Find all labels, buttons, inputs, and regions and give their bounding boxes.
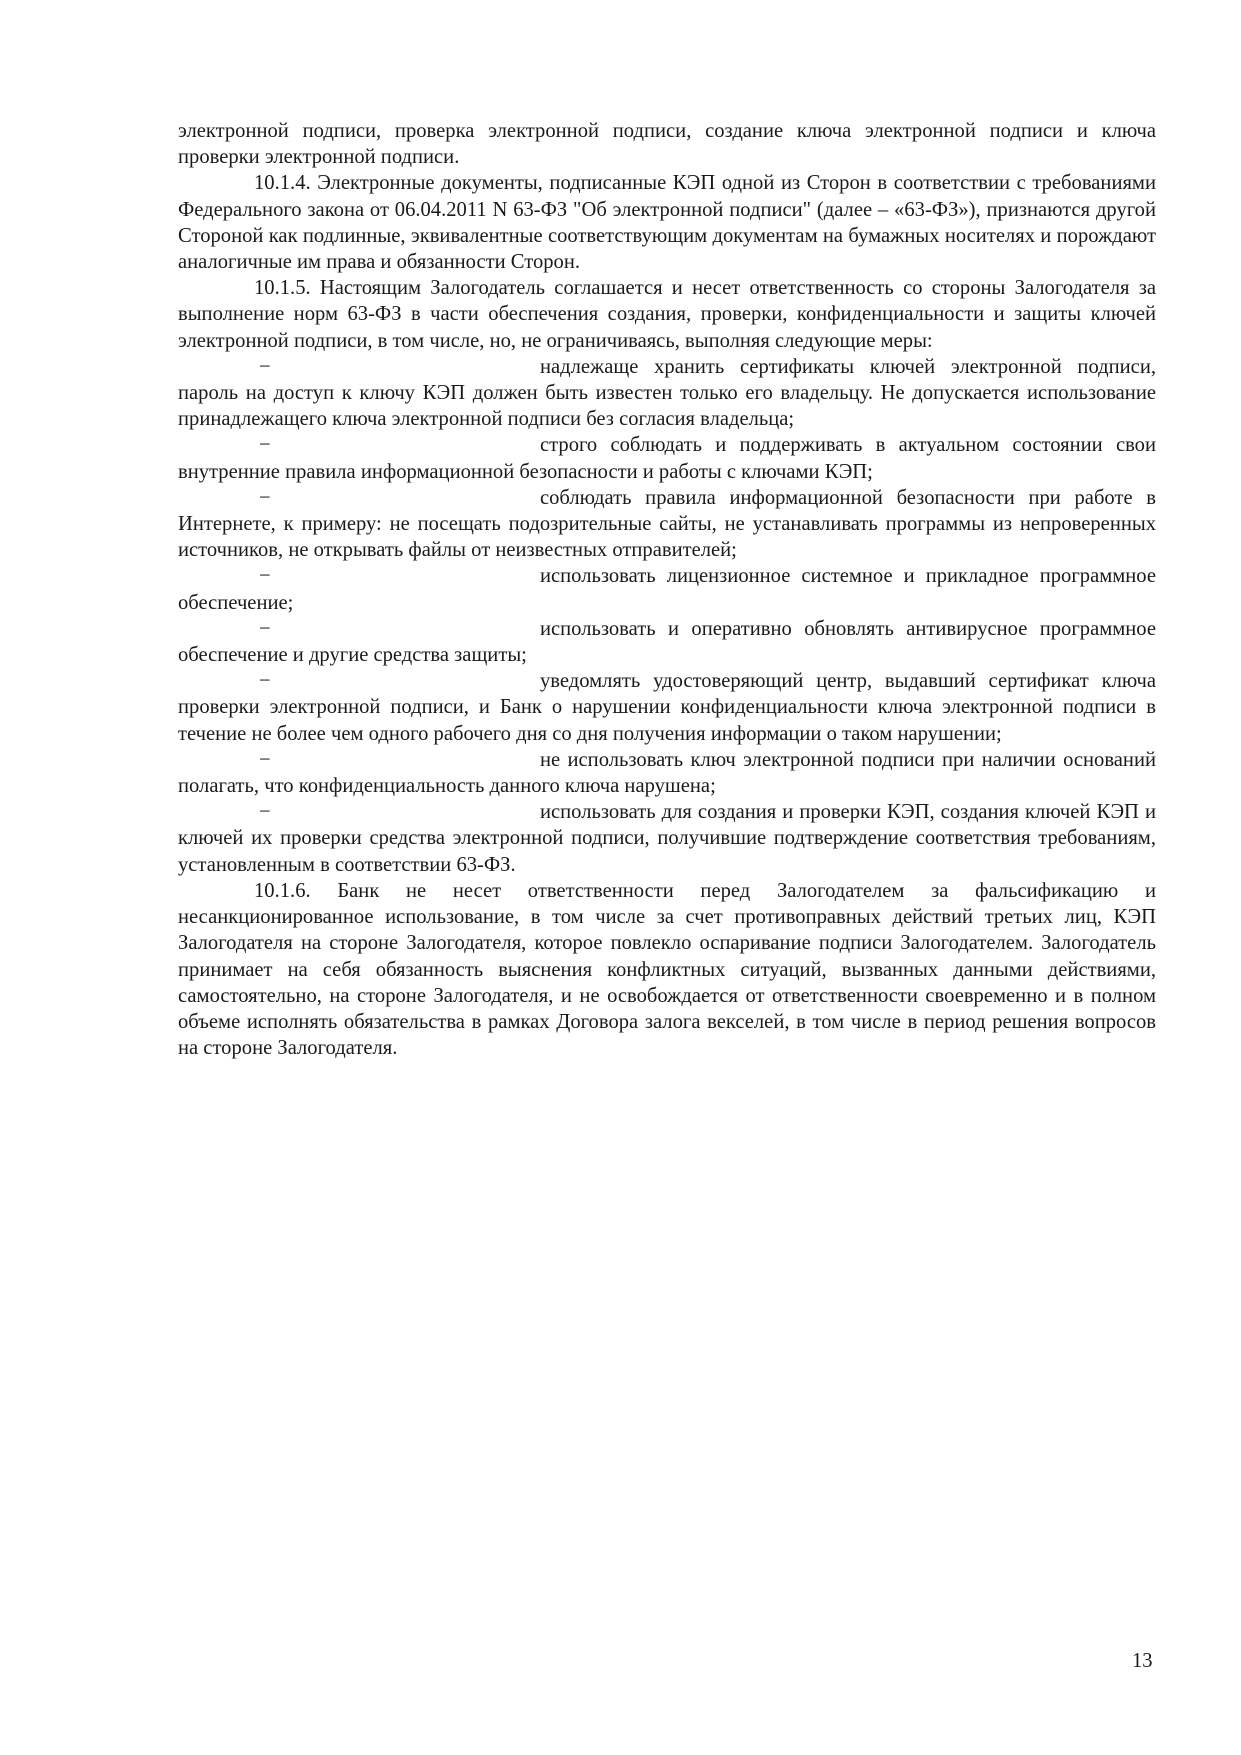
- page-number: 13: [1132, 1650, 1153, 1672]
- bullet-dash: −: [259, 565, 271, 588]
- list-item: [178, 668, 1156, 747]
- paragraph-10-1-5: 10.1.5. Настоящим Залогодатель соглашается и несет ответственность со стороны Залогодателя за выполнение норм 63-ФЗ в части обеспечения создания, проверки, конфиденциальности и защиты ключей электронной подписи, в том числе, но, не ограничиваясь, выполняя следующие меры:: [178, 277, 1156, 352]
- list-item: [178, 432, 1156, 484]
- document-body: [178, 118, 1156, 1061]
- bullet-dash: −: [259, 801, 271, 824]
- list-item-text: строго соблюдать и поддерживать в актуальном состоянии свои внутренние правила информационной безопасности и работы с ключами КЭП;: [178, 434, 1156, 483]
- list-item-text: уведомлять удостоверяющий центр, выдавший сертификат ключа проверки электронной подписи, и Банк о нарушении конфиденциальности ключа электронной подписи в течение не более чем одного рабочего дня со дня получения информации о таком нарушении;: [178, 670, 1156, 745]
- paragraph-10-1-6: 10.1.6. Банк не несет ответственности перед Залогодателем за фальсификацию и несанкционированное использование, в том числе за счет противоправных действий третьих лиц, КЭП Залогодателя на стороне Залогодателя, которое повлекло оспаривание подписи Залогодателем. Залогодатель принимает на себя обязанность выяснения конфликтных ситуаций, вызванных данными действиями, самостоятельно, на стороне Залогодателя, и не освобождается от ответственности своевременно и в полном объеме исполнять обязательства в рамках Договора залога векселей, в том числе в период решения вопросов на стороне Залогодателя.: [178, 879, 1156, 1060]
- list-item: [178, 799, 1156, 878]
- bullet-dash: −: [259, 617, 271, 640]
- bullet-dash: −: [259, 486, 271, 509]
- bullet-dash: −: [259, 434, 271, 457]
- list-item: [178, 747, 1156, 799]
- list-item-text: использовать для создания и проверки КЭП, создания ключей КЭП и ключей их проверки средства электронной подписи, получившие подтверждение соответствия требованиям, установленным в соответствии 63-ФЗ.: [178, 801, 1156, 876]
- paragraph-10-1-4: 10.1.4. Электронные документы, подписанные КЭП одной из Сторон в соответствии с требованиями Федерального закона от 06.04.2011 N 63-ФЗ "Об электронной подписи" (далее – «63-ФЗ»), признаются другой Стороной как подлинные, эквивалентные соответствующим документам на бумажных носителях и порождают аналогичные им права и обязанности Сторон.: [178, 172, 1156, 274]
- paragraph-continuation: электронной подписи, проверка электронной подписи, создание ключа электронной подписи и ключа проверки электронной подписи.: [178, 120, 1156, 169]
- list-item-text: использовать лицензионное системное и прикладное программное обеспечение;: [178, 565, 1156, 614]
- list-item: [178, 563, 1156, 615]
- bullet-dash: −: [259, 355, 271, 378]
- list-item: [178, 616, 1156, 668]
- list-item: [178, 354, 1156, 433]
- list-item-text: использовать и оперативно обновлять антивирусное программное обеспечение и другие средства защиты;: [178, 617, 1156, 667]
- bullet-dash: −: [259, 748, 271, 771]
- list-item-text: надлежаще хранить сертификаты ключей электронной подписи, пароль на доступ к ключу КЭП должен быть известен только его владельцу. Не допускается использование принадлежащего ключа электронной подписи без согласия владельца;: [178, 355, 1156, 431]
- bullet-dash: −: [259, 670, 271, 693]
- list-item-text: соблюдать правила информационной безопасности при работе в Интернете, к примеру: не посещать подозрительные сайты, не устанавливать программы из непроверенных источников, не открывать файлы от неизвестных отправителей;: [178, 486, 1156, 562]
- list-item: [178, 485, 1156, 564]
- list-item-text: не использовать ключ электронной подписи при наличии оснований полагать, что конфиденциальность данного ключа нарушена;: [178, 748, 1156, 798]
